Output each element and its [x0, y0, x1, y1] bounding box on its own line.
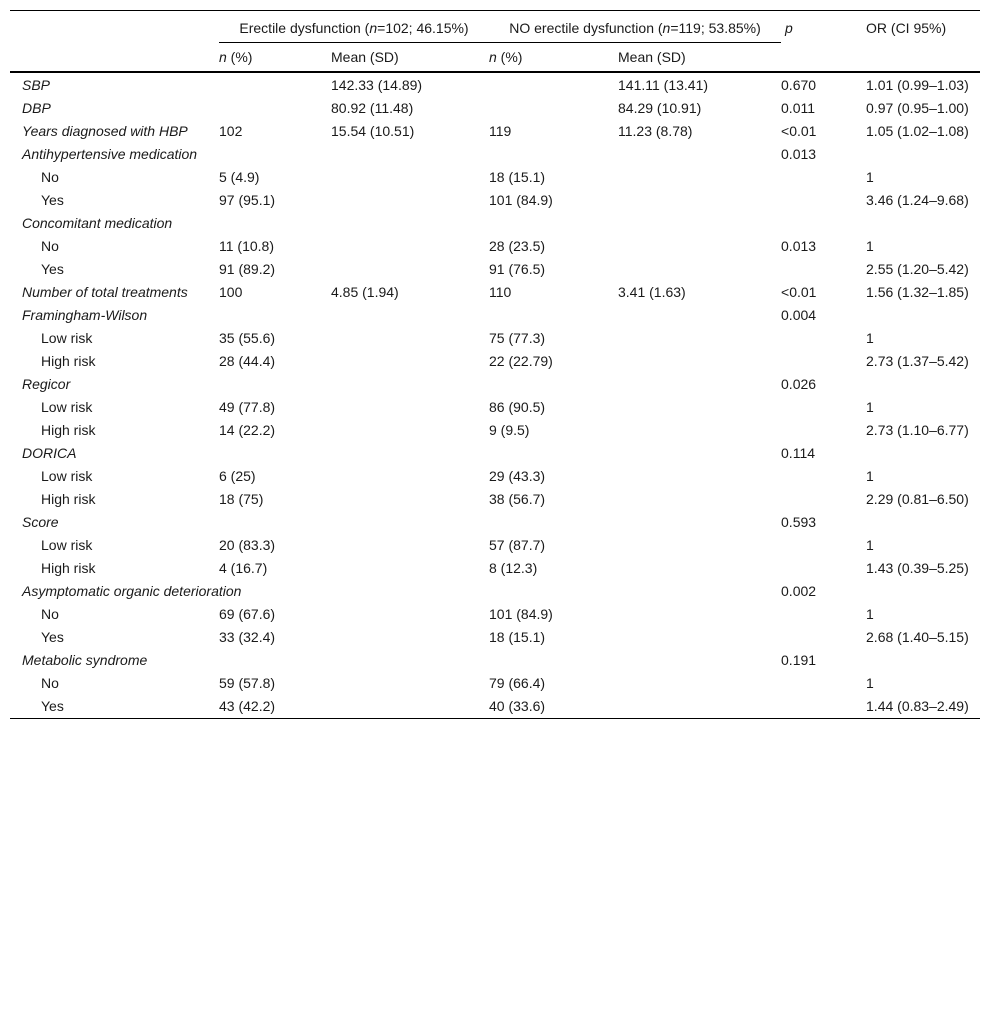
table-row — [10, 556, 980, 579]
ned-n-cell: 18 (15.1) — [489, 169, 546, 185]
odds-ratio-cell: 1 — [866, 399, 874, 415]
p-value-cell — [781, 165, 866, 188]
ned-mean-cell: 84.29 (10.91) — [618, 100, 702, 116]
odds-ratio-cell: 2.68 (1.40–5.15) — [866, 629, 969, 645]
row-label: DBP — [22, 100, 51, 116]
odds-ratio-cell: 1 — [866, 468, 874, 484]
ed-n-cell: 43 (42.2) — [219, 694, 331, 719]
header-ed-n-pct — [219, 43, 331, 73]
odds-ratio-cell — [866, 510, 980, 533]
ed-mean-cell — [331, 671, 489, 694]
ed-mean-cell — [331, 464, 489, 487]
ed-mean-cell: 4.85 (1.94) — [331, 284, 399, 300]
ned-n-cell: 9 (9.5) — [489, 422, 530, 438]
table-row — [10, 464, 980, 487]
p-value-cell: 0.593 — [781, 514, 817, 530]
odds-ratio-cell: 1 — [866, 606, 874, 622]
ed-mean-cell — [331, 556, 489, 579]
row-label: Score — [22, 514, 59, 530]
p-value-cell — [781, 395, 866, 418]
odds-ratio-cell: 2.55 (1.20–5.42) — [866, 261, 969, 277]
ned-mean-cell — [618, 418, 781, 441]
ned-group-suffix: =119; 53.85%) — [670, 20, 761, 36]
odds-ratio-cell: 1.05 (1.02–1.08) — [866, 123, 969, 139]
row-label: High risk — [41, 560, 96, 576]
ned-n-cell: 101 (84.9) — [489, 192, 553, 208]
ned-n-cell: 57 (87.7) — [489, 537, 546, 553]
header-odds-ratio: OR (CI 95%) — [866, 11, 980, 73]
row-label: Low risk — [41, 330, 93, 346]
table-row — [10, 372, 980, 395]
ned-mean-cell — [618, 694, 781, 719]
ed-mean-cell — [331, 257, 489, 280]
ned-n-cell: 29 (43.3) — [489, 468, 546, 484]
ed-n-cell: 97 (95.1) — [219, 192, 276, 208]
row-label: Yes — [41, 629, 64, 645]
ned-n-cell: 18 (15.1) — [489, 629, 546, 645]
ed-mean-cell: 15.54 (10.51) — [331, 123, 415, 139]
ned-n-cell: 86 (90.5) — [489, 399, 546, 415]
table-row — [10, 72, 980, 96]
ned-n-cell — [489, 96, 618, 119]
p-value-cell — [781, 464, 866, 487]
odds-ratio-cell — [866, 211, 980, 234]
row-label: Regicor — [22, 376, 71, 392]
ed-mean-cell — [331, 326, 489, 349]
table-body — [10, 72, 980, 719]
p-value-cell — [781, 326, 866, 349]
row-label: Concomitant medication — [22, 215, 173, 231]
ned-n-cell: 91 (76.5) — [489, 261, 546, 277]
table-row — [10, 648, 980, 671]
header-empty-cell — [10, 11, 219, 73]
p-value-cell: 0.013 — [781, 238, 817, 254]
ned-n-cell: 110 — [489, 284, 512, 300]
table-row — [10, 441, 980, 464]
ed-mean-cell — [331, 602, 489, 625]
ed-mean-cell — [331, 395, 489, 418]
row-label: Yes — [10, 694, 219, 719]
ned-mean-cell — [618, 602, 781, 625]
ed-mean-cell — [331, 694, 489, 719]
ed-n-cell: 6 (25) — [219, 468, 256, 484]
header-ned-n-pct — [489, 43, 618, 73]
p-value-cell — [781, 487, 866, 510]
ned-mean-cell — [618, 326, 781, 349]
table-row — [10, 303, 980, 326]
ned-n-cell: 101 (84.9) — [489, 606, 553, 622]
ned-mean-cell — [618, 165, 781, 188]
odds-ratio-cell — [866, 142, 980, 165]
ed-mean-cell — [331, 234, 489, 257]
row-label: No — [41, 238, 59, 254]
row-label: No — [41, 675, 59, 691]
ed-n-cell: 69 (67.6) — [219, 606, 276, 622]
row-label: SBP — [22, 77, 51, 93]
p-value-cell — [781, 257, 866, 280]
odds-ratio-cell: 1.43 (0.39–5.25) — [866, 560, 969, 576]
ed-mean-cell — [331, 418, 489, 441]
p-value-cell — [781, 602, 866, 625]
table-row — [10, 234, 980, 257]
table-row — [10, 418, 980, 441]
ned-n-cell — [489, 72, 618, 96]
odds-ratio-cell: 1 — [866, 169, 874, 185]
ned-mean-cell: 11.23 (8.78) — [618, 123, 693, 139]
ed-n-cell: 33 (32.4) — [219, 629, 276, 645]
ed-n-cell: 14 (22.2) — [219, 422, 276, 438]
odds-ratio-cell: 2.73 (1.37–5.42) — [866, 353, 969, 369]
ed-group-suffix: =102; 46.15%) — [377, 20, 469, 36]
p-value-cell: 0.114 — [781, 445, 816, 461]
odds-ratio-cell — [866, 579, 980, 602]
row-label: High risk — [41, 422, 96, 438]
table-row — [10, 349, 980, 372]
p-value-cell: <0.01 — [781, 123, 817, 139]
row-label: DORICA — [22, 445, 77, 461]
ed-n-cell: 91 (89.2) — [219, 261, 276, 277]
row-label: Low risk — [41, 468, 93, 484]
row-label: Metabolic syndrome — [22, 652, 148, 668]
p-value-cell — [781, 625, 866, 648]
row-label: Asymptomatic organic deterioration — [22, 583, 242, 599]
row-label: High risk — [41, 491, 96, 507]
ned-n-cell: 119 — [489, 123, 512, 139]
odds-ratio-cell — [866, 303, 980, 326]
ned-mean-cell — [618, 234, 781, 257]
odds-ratio-cell: 1.56 (1.32–1.85) — [866, 284, 969, 300]
ed-n-cell: 4 (16.7) — [219, 560, 268, 576]
ed-n-cell: 59 (57.8) — [219, 675, 276, 691]
header-p-value: p — [785, 20, 793, 36]
table-row — [10, 694, 980, 719]
ed-group-n: n — [369, 20, 378, 36]
table-row — [10, 96, 980, 119]
table-row — [10, 165, 980, 188]
ned-mean-cell: 3.41 (1.63) — [618, 284, 686, 300]
p-value-cell — [781, 533, 866, 556]
row-label: Yes — [41, 192, 64, 208]
p-value-cell — [781, 188, 866, 211]
odds-ratio-cell — [866, 441, 980, 464]
row-label: No — [41, 169, 59, 185]
ned-mean-cell — [618, 188, 781, 211]
row-label: High risk — [41, 353, 96, 369]
table-row — [10, 602, 980, 625]
table-row — [10, 326, 980, 349]
ed-pct-label: (%) — [226, 49, 253, 65]
table-row — [10, 211, 980, 234]
row-label: No — [41, 606, 59, 622]
ed-mean-cell — [331, 188, 489, 211]
table-row — [10, 257, 980, 280]
p-value-cell: 0.011 — [781, 100, 816, 116]
ned-pct-label: (%) — [496, 49, 523, 65]
ned-n-cell: 28 (23.5) — [489, 238, 546, 254]
p-value-cell — [781, 211, 866, 234]
p-value-cell — [781, 418, 866, 441]
table-row — [10, 280, 980, 303]
odds-ratio-cell: 2.73 (1.10–6.77) — [866, 422, 969, 438]
ed-n-label: n — [219, 49, 227, 65]
ned-mean-cell — [618, 257, 781, 280]
ned-mean-cell — [618, 464, 781, 487]
row-label: Yes — [41, 261, 64, 277]
ned-n-cell: 8 (12.3) — [489, 560, 538, 576]
ed-n-cell: 18 (75) — [219, 491, 264, 507]
odds-ratio-cell: 3.46 (1.24–9.68) — [866, 192, 969, 208]
odds-ratio-cell: 1 — [866, 238, 874, 254]
p-value-cell: 0.013 — [781, 146, 817, 162]
ned-n-cell: 40 (33.6) — [489, 694, 618, 719]
table-row — [10, 533, 980, 556]
ned-mean-cell — [618, 395, 781, 418]
ed-mean-cell — [331, 349, 489, 372]
ned-group-n: n — [662, 20, 671, 36]
table-row — [10, 579, 980, 602]
ed-n-cell — [219, 72, 331, 96]
ned-n-cell: 38 (56.7) — [489, 491, 546, 507]
ed-n-cell: 100 — [219, 284, 243, 300]
row-label: Years diagnosed with HBP — [22, 123, 188, 139]
ed-n-cell: 49 (77.8) — [219, 399, 276, 415]
ned-mean-cell — [618, 671, 781, 694]
p-value-cell: 0.002 — [781, 583, 817, 599]
table-row — [10, 142, 980, 165]
p-value-cell — [781, 671, 866, 694]
row-label: Low risk — [41, 537, 93, 553]
p-value-cell: 0.670 — [781, 77, 817, 93]
header-ed-mean: Mean (SD) — [331, 49, 399, 65]
ned-n-cell: 22 (22.79) — [489, 353, 553, 369]
row-label: Low risk — [41, 399, 93, 415]
ed-n-cell: 20 (83.3) — [219, 537, 276, 553]
ed-n-cell — [219, 96, 331, 119]
header-ned-mean: Mean (SD) — [618, 49, 686, 65]
p-value-cell: 0.004 — [781, 307, 817, 323]
ned-mean-cell — [618, 556, 781, 579]
p-value-cell: 0.026 — [781, 376, 817, 392]
ned-mean-cell — [618, 487, 781, 510]
ned-n-cell: 75 (77.3) — [489, 330, 546, 346]
odds-ratio-cell: 0.97 (0.95–1.00) — [866, 100, 969, 116]
ed-n-cell: 11 (10.8) — [219, 238, 274, 254]
ed-mean-cell — [331, 533, 489, 556]
ned-group-prefix: NO erectile dysfunction ( — [509, 20, 663, 36]
ed-mean-cell: 142.33 (14.89) — [331, 77, 423, 93]
ed-n-cell: 102 — [219, 123, 243, 139]
ed-n-cell: 35 (55.6) — [219, 330, 276, 346]
ed-n-cell: 28 (44.4) — [219, 353, 276, 369]
ned-mean-cell — [618, 533, 781, 556]
ned-n-label: n — [489, 49, 497, 65]
header-no-ed-group — [489, 11, 781, 43]
table-row — [10, 188, 980, 211]
header-ed-group — [219, 11, 489, 43]
p-value-cell: 0.191 — [781, 652, 817, 668]
p-value-cell — [781, 349, 866, 372]
odds-ratio-cell — [866, 648, 980, 671]
table-row — [10, 487, 980, 510]
ned-mean-cell: 141.11 (13.41) — [618, 77, 709, 93]
ed-mean-cell — [331, 165, 489, 188]
odds-ratio-cell: 2.29 (0.81–6.50) — [866, 491, 969, 507]
p-value-cell — [781, 694, 866, 719]
ed-mean-cell — [331, 625, 489, 648]
ed-mean-cell: 80.92 (11.48) — [331, 100, 414, 116]
odds-ratio-cell — [866, 372, 980, 395]
table-row — [10, 625, 980, 648]
odds-ratio-cell: 1 — [866, 330, 874, 346]
odds-ratio-cell: 1 — [866, 537, 874, 553]
ned-mean-cell — [618, 349, 781, 372]
results-table — [10, 10, 980, 719]
table-row — [10, 395, 980, 418]
odds-ratio-cell: 1.44 (0.83–2.49) — [866, 694, 980, 719]
ed-group-prefix: Erectile dysfunction ( — [239, 20, 370, 36]
table-row — [10, 510, 980, 533]
row-label: Antihypertensive medication — [22, 146, 198, 162]
ned-n-cell: 79 (66.4) — [489, 675, 546, 691]
ed-mean-cell — [331, 487, 489, 510]
ned-mean-cell — [618, 625, 781, 648]
table-row — [10, 119, 980, 142]
row-label: Framingham-Wilson — [22, 307, 148, 323]
ed-n-cell: 5 (4.9) — [219, 169, 260, 185]
odds-ratio-cell: 1.01 (0.99–1.03) — [866, 77, 969, 93]
p-value-cell: <0.01 — [781, 284, 817, 300]
row-label: Number of total treatments — [22, 284, 188, 300]
odds-ratio-cell: 1 — [866, 675, 874, 691]
p-value-cell — [781, 556, 866, 579]
table-row — [10, 671, 980, 694]
